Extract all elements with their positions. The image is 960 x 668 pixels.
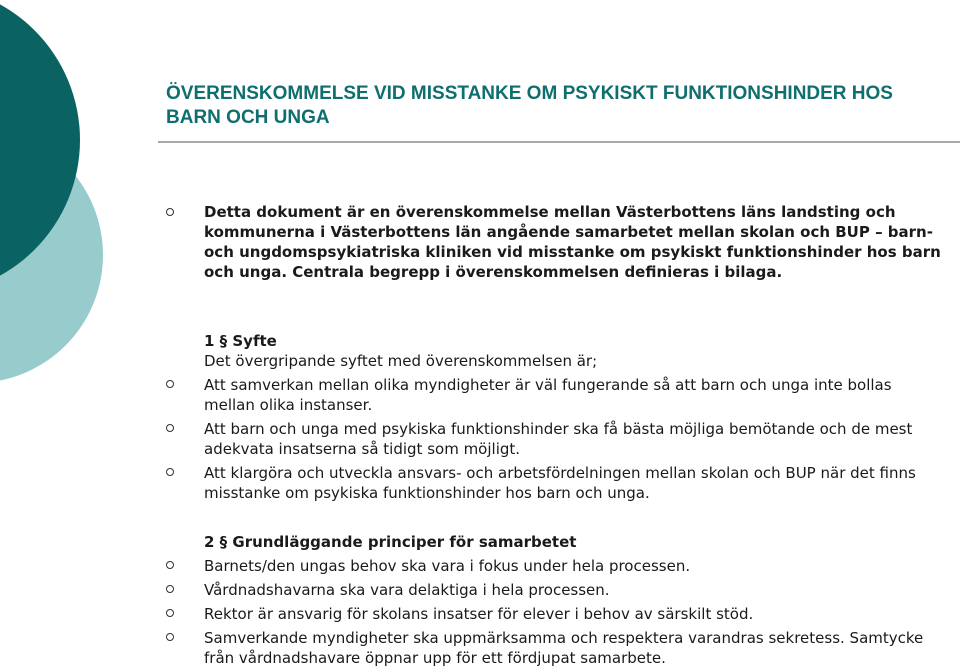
section1-item-1: Att samverkan mellan olika myndigheter är väl fungerande så att barn och unga inte bollas mellan olika instanser. [204,376,892,414]
section2-item-4: Samverkande myndigheter ska uppmärksamma och respektera varandras sekretess. Samtycke från vårdnadshavare öppnar upp för ett fördjupat samarbete. [204,629,924,667]
bullet-icon [166,609,174,617]
section2-heading: 2 § Grundläggande principer för samarbetet [204,533,577,551]
bullet-icon [166,633,174,641]
bullet-icon [166,380,174,388]
section2-item-1: Barnets/den ungas behov ska vara i fokus under hela processen. [204,557,691,575]
page-title: ÖVERENSKOMMELSE VID MISSTANKE OM PSYKISKT FUNKTIONSHINDER HOS BARN OCH UNGA [166,83,893,128]
intro-paragraph: Detta dokument är en överenskommelse mellan Västerbottens läns landsting och kommunerna i Västerbottens län angående samarbetet mellan skolan och BUP – barn- och ungdomspsykiatriska kliniken vid misstanke om psykiskt funktionshinder hos barn och unga. Centrala begrepp i överenskommelsen definieras i bilaga. [204,203,941,281]
section1-heading: 1 § Syfte [204,332,277,350]
section2-item-2: Vårdnadshavarna ska vara delaktiga i hela processen. [204,581,610,599]
bullet-icon [166,208,174,216]
section1-item-3: Att klargöra och utveckla ansvars- och arbetsfördelningen mellan skolan och BUP när det finns misstanke om psykiska funktionshinder hos barn och unga. [204,464,916,502]
bullet-icon [166,585,174,593]
section2-item-3: Rektor är ansvarig för skolans insatser för elever i behov av särskilt stöd. [204,605,754,623]
section1-item-2: Att barn och unga med psykiska funktionshinder ska få bästa möjliga bemötande och de mest adekvata insatserna så tidigt som möjligt. [204,420,913,458]
bullet-icon [166,561,174,569]
bullet-icon [166,424,174,432]
section1-lead: Det övergripande syftet med överenskommelsen är; [204,352,598,370]
bullet-icon [166,468,174,476]
